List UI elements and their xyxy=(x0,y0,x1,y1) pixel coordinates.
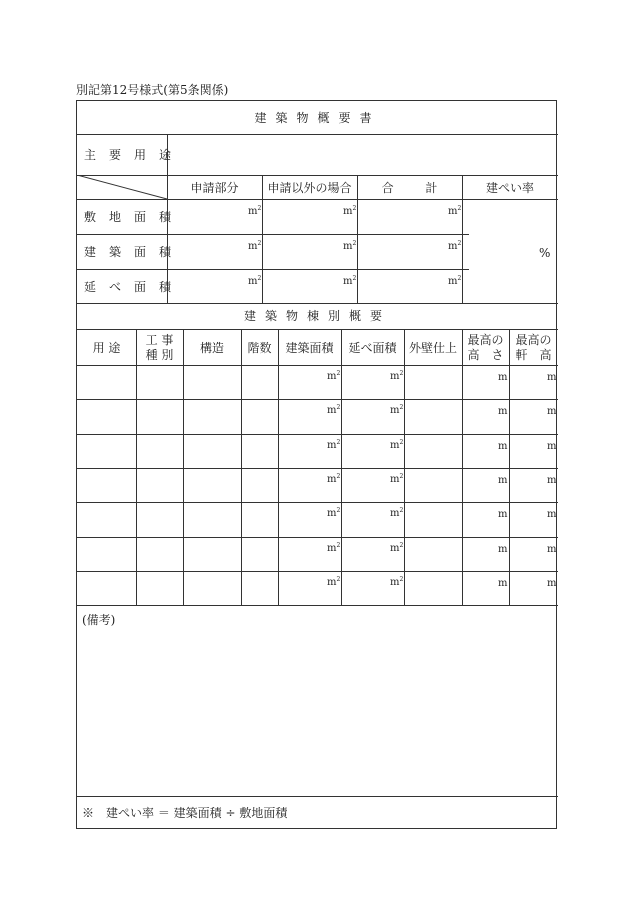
form-title: 建築物概要書 xyxy=(254,111,381,125)
table-height-unit-m: m xyxy=(547,441,557,452)
area-unit-m2: $m^2$ xyxy=(343,205,357,217)
building-summary-form xyxy=(76,100,557,829)
form-caption: 別記第12号様式(第5条関係) xyxy=(76,83,229,97)
area-unit-m2: $m^2$ xyxy=(343,275,357,287)
table-area-unit-m2: $m^2$ xyxy=(390,576,404,588)
table-height-unit-m: m xyxy=(498,372,508,383)
table-height-unit-m: m xyxy=(547,406,557,417)
coverage-formula-note: ※ 建ぺい率 ＝ 建築面積 ÷ 敷地面積 xyxy=(82,806,288,820)
coverage-percent: % xyxy=(539,246,551,260)
table-area-unit-m2: $m^2$ xyxy=(327,507,341,519)
remarks-label: (備考) xyxy=(82,613,116,627)
area-unit-m2: $m^2$ xyxy=(448,205,462,217)
table-height-unit-m: m xyxy=(498,475,508,486)
main-use-value[interactable] xyxy=(168,135,557,175)
header-total: 合 計 xyxy=(381,181,438,195)
header-diagonal-line xyxy=(77,175,168,200)
area-unit-m2: $m^2$ xyxy=(248,275,262,287)
remarks-area[interactable] xyxy=(78,631,557,795)
col-use: 用 途 xyxy=(92,341,121,355)
table-area-unit-m2: $m^2$ xyxy=(327,370,341,382)
table-height-unit-m: m xyxy=(498,441,508,452)
col-max-eave-1: 最高の xyxy=(515,333,552,347)
row-floor-area: 延べ面積 xyxy=(84,280,185,294)
table-height-unit-m: m xyxy=(498,509,508,520)
table-area-unit-m2: $m^2$ xyxy=(327,576,341,588)
col-structure: 構造 xyxy=(199,341,224,355)
table-height-unit-m: m xyxy=(498,578,508,589)
row-site-area: 敷地面積 xyxy=(84,210,185,224)
col-building-area: 建築面積 xyxy=(285,341,334,355)
table-height-unit-m: m xyxy=(547,372,557,383)
table-area-unit-m2: $m^2$ xyxy=(390,439,404,451)
col-floors: 階数 xyxy=(247,341,272,355)
col-work-type-2: 種 別 xyxy=(145,348,174,362)
table-area-unit-m2: $m^2$ xyxy=(390,370,404,382)
header-other: 申請以外の場合 xyxy=(267,181,352,195)
table-height-unit-m: m xyxy=(547,544,557,555)
area-unit-m2: $m^2$ xyxy=(448,275,462,287)
table-area-unit-m2: $m^2$ xyxy=(327,473,341,485)
table-area-unit-m2: $m^2$ xyxy=(390,404,404,416)
main-use-label: 主要用途 xyxy=(84,148,185,162)
area-unit-m2: $m^2$ xyxy=(248,240,262,252)
col-exterior: 外壁仕上 xyxy=(408,341,457,355)
col-max-eave-2: 軒 高 xyxy=(515,348,552,362)
area-unit-m2: $m^2$ xyxy=(448,240,462,252)
table-area-unit-m2: $m^2$ xyxy=(327,404,341,416)
col-floor-area: 延べ面積 xyxy=(348,341,397,355)
table-area-unit-m2: $m^2$ xyxy=(327,439,341,451)
row-building-area: 建築面積 xyxy=(84,245,185,259)
table-height-unit-m: m xyxy=(498,406,508,417)
table-area-unit-m2: $m^2$ xyxy=(327,542,341,554)
table-height-unit-m: m xyxy=(547,475,557,486)
header-applied: 申請部分 xyxy=(190,181,239,195)
table-area-unit-m2: $m^2$ xyxy=(390,507,404,519)
table-height-unit-m: m xyxy=(547,578,557,589)
table-height-unit-m: m xyxy=(498,544,508,555)
section2-title: 建築物棟別概要 xyxy=(243,309,391,323)
table-area-unit-m2: $m^2$ xyxy=(390,542,404,554)
header-coverage: 建ぺい率 xyxy=(485,181,534,195)
col-work-type-1: 工 事 xyxy=(145,333,174,347)
col-max-height-1: 最高の xyxy=(467,333,504,347)
area-unit-m2: $m^2$ xyxy=(248,205,262,217)
area-unit-m2: $m^2$ xyxy=(343,240,357,252)
col-max-height-2: 高 さ xyxy=(467,348,504,362)
table-height-unit-m: m xyxy=(547,509,557,520)
table-area-unit-m2: $m^2$ xyxy=(390,473,404,485)
